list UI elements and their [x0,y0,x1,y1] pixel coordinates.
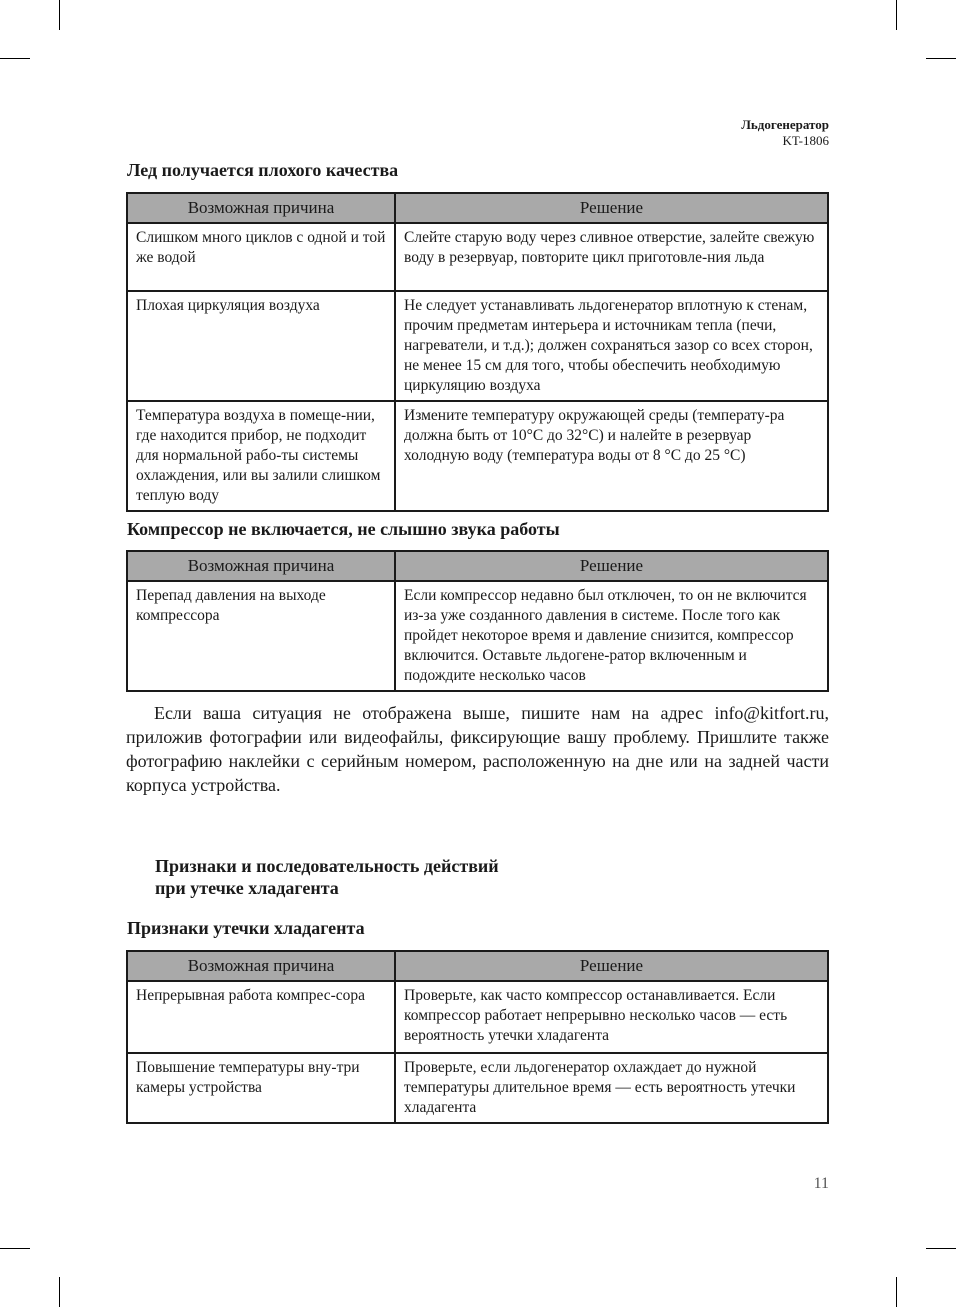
solution-cell: Проверьте, если льдогенератор охлаждает до нужной температуры длительное время — есть вероятность утечки хладагента [395,1053,828,1123]
cause-cell: Повышение температуры вну-три камеры устройства [127,1053,395,1123]
crop-mark [59,0,60,30]
table-row [127,223,828,291]
solution-cell: Если компрессор недавно был отключен, то он не включится из-за уже созданного давления в системе. После того как пройдет некоторое время и давление снизится, компрессор включится. Оставьте льдогене-ратор включенным и подождите несколько часов [395,581,828,691]
table-header-row [127,193,828,223]
crop-mark [896,0,897,30]
column-header-solution: Решение [395,951,828,981]
troubleshooting-table [126,950,829,1124]
table-row [127,581,828,691]
column-header-cause: Возможная причина [127,551,395,581]
crop-mark [0,58,30,59]
chapter-title [155,855,499,899]
table-header-row [127,551,828,581]
crop-mark [926,58,956,59]
solution-cell: Слейте старую воду через сливное отверстие, залейте свежую воду в резервуар, повторите цикл приготовле-ния льда [395,223,828,291]
product-name: Льдогенератор [741,117,829,132]
chapter-title-line-2: при утечке хладагента [155,878,339,898]
table-row [127,291,828,401]
section-title: Компрессор не включается, не слышно звука работы [127,519,560,539]
table-header-row [127,951,828,981]
solution-cell: Проверьте, как часто компрессор останавливается. Если компрессор работает непрерывно несколько часов — есть вероятность утечки хладагента [395,981,828,1053]
column-header-solution: Решение [395,551,828,581]
cause-cell: Плохая циркуляция воздуха [127,291,395,401]
table-row [127,1053,828,1123]
crop-mark [59,1277,60,1307]
cause-cell: Непрерывная работа компрес-сора [127,981,395,1053]
column-header-cause: Возможная причина [127,193,395,223]
table-row [127,981,828,1053]
solution-cell: Измените температуру окружающей среды (температу-ра должна быть от 10°C до 32°C) и налейте в резервуар холодную воду (температура воды от 8 °C до 25 °C) [395,401,828,511]
section-title: Лед получается плохого качества [127,160,399,180]
cause-cell: Температура воздуха в помеще-нии, где находится прибор, не подходит для нормальной рабо-ты системы охлаждения, или вы залили слишком теплую воду [127,401,395,511]
section-title: Признаки утечки хладагента [127,918,365,938]
model-number: KT-1806 [782,133,829,148]
cause-cell: Слишком много циклов с одной и той же водой [127,223,395,291]
solution-cell: Не следует устанавливать льдогенератор вплотную к стенам, прочим предметам интерьера и источникам тепла (печи, нагреватели, и т.д.); должен сохраняться зазор со всех сторон, не менее 15 см для того, чтобы обеспечить необходимую циркуляцию воздуха [395,291,828,401]
chapter-title-line-1: Признаки и последовательность действий [155,856,499,876]
contact-paragraph: Если ваша ситуация не отображена выше, пишите нам на адрес info@kitfort.ru, приложив фотографии или видеофайлы, фиксирующие вашу проблему. Пришлите также фотографию наклейки с серийным номером, расположенную на дне или на задней части корпуса устройства. [126,703,829,795]
running-header [741,117,829,149]
crop-mark [896,1277,897,1307]
crop-mark [0,1248,30,1249]
crop-mark [926,1248,956,1249]
cause-cell: Перепад давления на выходе компрессора [127,581,395,691]
column-header-cause: Возможная причина [127,951,395,981]
table-row [127,401,828,511]
column-header-solution: Решение [395,193,828,223]
troubleshooting-table [126,192,829,512]
page-number: 11 [813,1175,829,1192]
troubleshooting-table [126,550,829,692]
